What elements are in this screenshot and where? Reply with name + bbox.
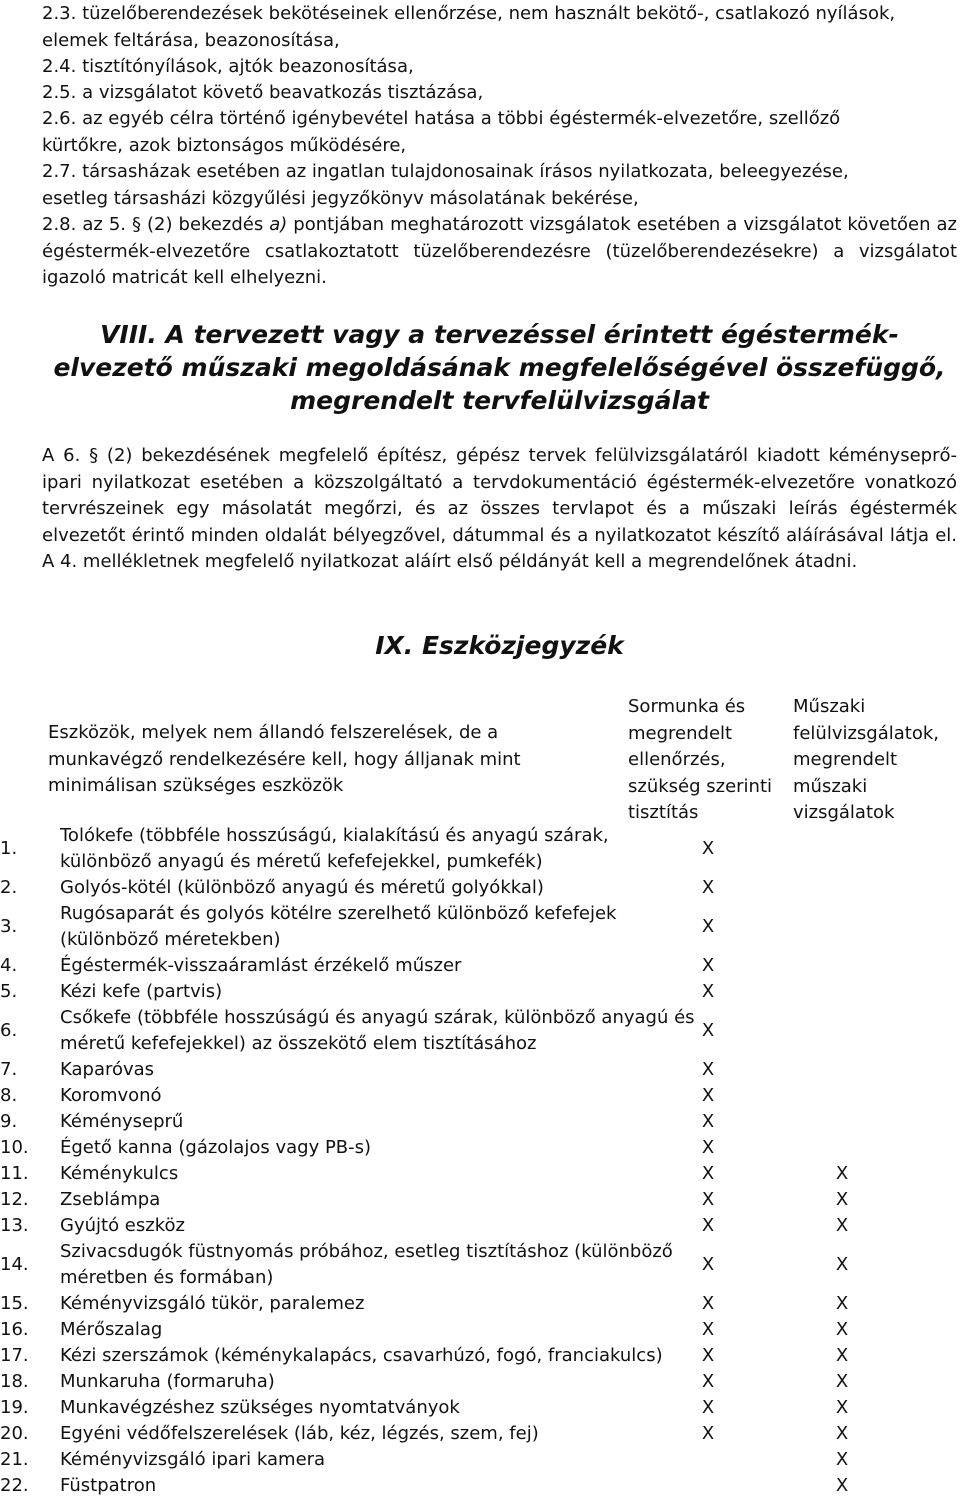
row-description: Mérőszalag	[60, 1319, 163, 1340]
row-mark-inspection: X	[835, 1371, 849, 1392]
row-mark-routine: X	[701, 1345, 715, 1366]
row-mark-routine: X	[701, 1215, 715, 1236]
row-description: Égető kanna (gázolajos vagy PB-s)	[60, 1137, 372, 1158]
row-mark-inspection: X	[835, 1423, 849, 1444]
row-number: 4.	[0, 955, 18, 976]
row-description: Kéményvizsgáló tükör, paralemez	[60, 1293, 365, 1314]
row-description: Munkavégzéshez szükséges nyomtatványok	[60, 1397, 460, 1418]
row-mark-inspection: X	[835, 1397, 849, 1418]
row-number: 6.	[0, 1020, 18, 1041]
row-description: Kézi kefe (partvis)	[60, 981, 223, 1002]
row-mark-inspection: X	[835, 1254, 849, 1275]
row-mark-routine: X	[701, 877, 715, 898]
table-row	[0, 1395, 960, 1421]
table-row	[0, 1109, 960, 1135]
table-row	[0, 1135, 960, 1161]
row-number: 11.	[0, 1163, 29, 1184]
row-mark-routine: X	[701, 838, 715, 859]
table-row	[0, 1213, 960, 1239]
row-mark-inspection: X	[835, 1475, 849, 1496]
row-number: 17.	[0, 1345, 29, 1366]
row-mark-routine: X	[701, 1163, 715, 1184]
row-description: Golyós-kötél (különböző anyagú és méretű golyókkal)	[60, 877, 544, 898]
table-row	[0, 1057, 960, 1083]
table-row	[0, 1369, 960, 1395]
list-item-2-6: 2.6. az egyéb célra történő igénybevétel hatása a többi égéstermék-elvezetőre, szellőző kürtőkre, azok biztonságos működésére,	[42, 108, 841, 156]
row-description: Szivacsdugók füstnyomás próbához, esetleg tisztításhoz (különböző méretben és formában)	[60, 1241, 673, 1288]
row-mark-inspection: X	[835, 1215, 849, 1236]
inventory-column-description: Eszközök, melyek nem állandó felszerelések, de a munkavégző rendelkezésére kell, hogy álljanak mint minimálisan szükséges eszközök	[48, 722, 521, 796]
row-mark-routine: X	[701, 1397, 715, 1418]
row-description: Zseblámpa	[60, 1189, 161, 1210]
table-row	[0, 1421, 960, 1447]
row-number: 5.	[0, 981, 18, 1002]
row-description: Kéményseprű	[60, 1111, 184, 1132]
row-number: 2.	[0, 877, 18, 898]
row-description: Füstpatron	[60, 1475, 157, 1496]
row-number: 16.	[0, 1319, 29, 1340]
inventory-column-routine: Sormunka és megrendelt ellenőrzés, szükség szerinti tisztítás	[628, 696, 773, 823]
row-mark-routine: X	[701, 1319, 715, 1340]
row-mark-routine: X	[701, 1371, 715, 1392]
table-row	[0, 1239, 960, 1291]
list-item-2-3: 2.3. tüzelőberendezések bekötéseinek ellenőrzése, nem használt bekötő-, csatlakozó nyílások, elemek feltárása, beazonosítása,	[42, 3, 896, 51]
list-item-2-7: 2.7. társasházak esetében az ingatlan tulajdonosainak írásos nyilatkozata, beleegyezése, esetleg társasházi közgyűlési jegyzőkönyv másolatának bekérése,	[42, 161, 849, 209]
row-mark-routine: X	[701, 955, 715, 976]
row-mark-inspection: X	[835, 1293, 849, 1314]
row-description: Kaparóvas	[60, 1059, 155, 1080]
row-number: 10.	[0, 1137, 29, 1158]
table-row	[0, 1161, 960, 1187]
row-mark-routine: X	[701, 1254, 715, 1275]
table-row	[0, 1447, 960, 1473]
table-row	[0, 1473, 960, 1499]
row-number: 21.	[0, 1449, 29, 1470]
row-description: Egyéni védőfelszerelések (láb, kéz, légzés, szem, fej)	[60, 1423, 539, 1444]
row-number: 3.	[0, 916, 18, 937]
row-description: Csőkefe (többféle hosszúságú és anyagú szárak, különböző anyagú és méretű kefefejekkel) az összekötő elem tisztításához	[60, 1007, 695, 1054]
row-mark-routine: X	[701, 981, 715, 1002]
item-2-8-before: 2.8. az 5. § (2) bekezdés	[42, 214, 270, 235]
item-2-8-italic: a)	[269, 214, 288, 235]
row-mark-routine: X	[701, 1085, 715, 1106]
list-item-2-4: 2.4. tisztítónyílások, ajtók beazonosítása,	[42, 56, 414, 77]
section-viii-body: A 6. § (2) bekezdésének megfelelő építész, gépész tervek felülvizsgálatáról kiadott kéményseprő-ipari nyilatkozat esetében a közszolgáltató a tervdokumentáció égéstermék-elvezetőre vonatkozó tervrészeinek egy másolatát megőrzi, és az összes tervlapot és a műszaki leírás égéstermék elvezetőt érintő minden oldalát bélyegzővel, dátummal és a nyilatkozatot készítő aláírásával látja el. A 4. mellékletnek megfelelő nyilatkozat aláírt első példányát kell a megrendelőnek átadni.	[42, 445, 957, 572]
row-mark-inspection: X	[835, 1449, 849, 1470]
table-row	[0, 875, 960, 901]
row-mark-routine: X	[701, 1137, 715, 1158]
table-row	[0, 1343, 960, 1369]
row-mark-inspection: X	[835, 1319, 849, 1340]
row-mark-inspection: X	[835, 1189, 849, 1210]
item-2-8-after: pontjában meghatározott vizsgálatok esetében a vizsgálatot követően az égéstermék-elvezetőre csatlakoztatott tüzelőberendezésre (tüzelőberendezésekre) a vizsgálatot igazoló matricát kell elhelyezni.	[42, 214, 957, 288]
row-number: 14.	[0, 1254, 29, 1275]
row-description: Gyújtó eszköz	[60, 1215, 185, 1236]
table-row	[0, 953, 960, 979]
row-mark-routine: X	[701, 1293, 715, 1314]
row-number: 13.	[0, 1215, 29, 1236]
table-row	[0, 1083, 960, 1109]
row-description: Égéstermék-visszaáramlást érzékelő műszer	[60, 955, 462, 976]
table-row	[0, 1291, 960, 1317]
table-row	[0, 1005, 960, 1057]
row-number: 15.	[0, 1293, 29, 1314]
row-mark-routine: X	[701, 1111, 715, 1132]
table-row	[0, 823, 960, 875]
row-description: Kéménykulcs	[60, 1163, 179, 1184]
row-number: 20.	[0, 1423, 29, 1444]
row-number: 22.	[0, 1475, 29, 1496]
inventory-column-inspection: Műszaki felülvizsgálatok, megrendelt műszaki vizsgálatok	[793, 696, 940, 823]
row-description: Kéményvizsgáló ipari kamera	[60, 1449, 326, 1470]
row-number: 9.	[0, 1111, 18, 1132]
table-row	[0, 901, 960, 953]
row-mark-routine: X	[701, 1189, 715, 1210]
row-mark-routine: X	[701, 916, 715, 937]
list-item-2-5: 2.5. a vizsgálatot követő beavatkozás tisztázása,	[42, 82, 484, 103]
row-number: 7.	[0, 1059, 18, 1080]
section-viii-title: VIII. A tervezett vagy a tervezéssel érintett égéstermék-elvezető műszaki megoldásának megfelelőségével összefüggő, megrendelt tervfelülvizsgálat	[53, 320, 946, 415]
row-mark-routine: X	[701, 1059, 715, 1080]
row-description: Kézi szerszámok (kéménykalapács, csavarhúzó, fogó, franciakulcs)	[60, 1345, 663, 1366]
row-description: Tolókefe (többféle hosszúságú, kialakítású és anyagú szárak, különböző anyagú és méretű kefefejekkel, pumkefék)	[60, 825, 609, 872]
row-number: 8.	[0, 1085, 18, 1106]
table-row	[0, 1187, 960, 1213]
section-ix-title: IX. Eszközjegyzék	[375, 631, 624, 660]
table-row	[0, 1317, 960, 1343]
row-mark-routine: X	[701, 1020, 715, 1041]
row-description: Rugósaparát és golyós kötélre szerelhető különböző kefefejek (különböző méretekben)	[60, 903, 617, 950]
row-number: 18.	[0, 1371, 29, 1392]
row-mark-inspection: X	[835, 1163, 849, 1184]
row-number: 12.	[0, 1189, 29, 1210]
row-mark-inspection: X	[835, 1345, 849, 1366]
row-description: Koromvonó	[60, 1085, 162, 1106]
row-description: Munkaruha (formaruha)	[60, 1371, 275, 1392]
row-mark-routine: X	[701, 1423, 715, 1444]
table-row	[0, 979, 960, 1005]
row-number: 1.	[0, 838, 18, 859]
list-item-2-8	[42, 212, 957, 292]
row-number: 19.	[0, 1397, 29, 1418]
